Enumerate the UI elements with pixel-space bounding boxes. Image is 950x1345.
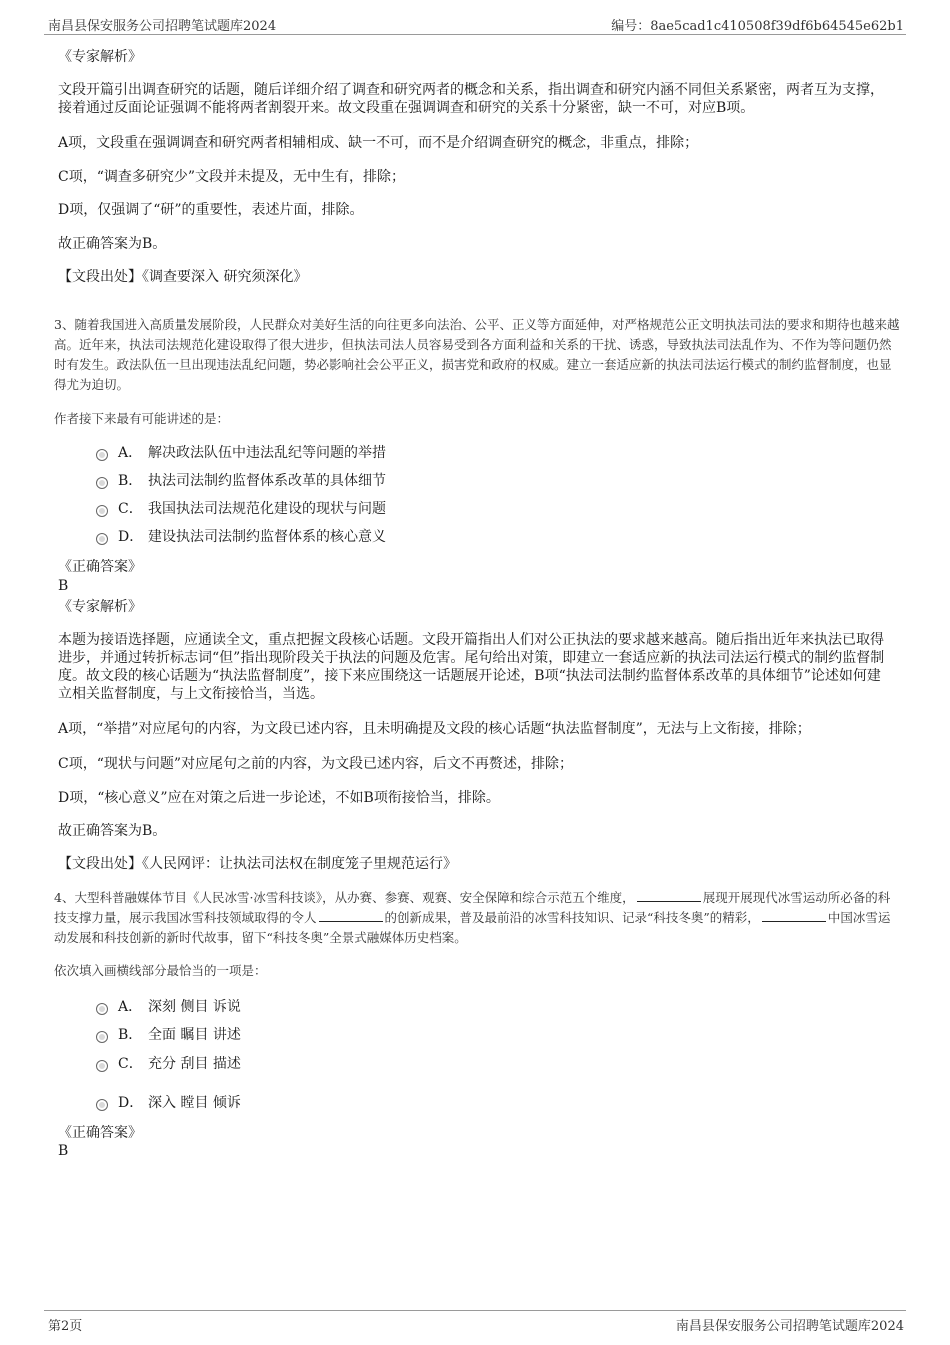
radio-button[interactable] — [96, 1060, 108, 1072]
radio-button[interactable] — [96, 477, 108, 489]
page-footer — [44, 1310, 906, 1333]
q2-option-a-note: A项，文段重在强调调查和研究两者相辅相成、缺一不可，而不是介绍调查研究的概念，非重点，排除； — [58, 135, 699, 151]
q4-question: 依次填入画横线部分最恰当的一项是： — [54, 963, 267, 978]
radio-button[interactable] — [96, 1003, 108, 1015]
fill-blank-1 — [637, 889, 701, 902]
radio-button[interactable] — [96, 449, 108, 461]
fill-blank-2 — [319, 909, 383, 922]
q3-answer: B — [58, 578, 69, 594]
q2-option-c-note: C项，“调查多研究少”文段并未提及，无中生有，排除； — [58, 169, 406, 185]
q2-option-d-note: D项，仅强调了“研”的重要性，表述片面，排除。 — [58, 202, 364, 218]
q2-source: 【文段出处】《调查要深入 研究须深化》 — [58, 269, 308, 285]
radio-button[interactable] — [96, 533, 108, 545]
q2-conclusion: 故正确答案为B。 — [58, 236, 167, 252]
q3-analysis: 本题为接语选择题，应通读全文，重点把握文段核心话题。文段开篇指出人们对公正执法的要求越来越高。随后指出近年来执法已取得进步，并通过转折标志词“但”指出现阶段关于执法的问题及危害。尾句给出对策，即建立一套适应新的执法司法运行模式的制约监督制度。故文段的核心话题为“执法监督制度”，接下来应围绕这一话题展开论述，B项“执法司法制约监督体系改革的具体细节”论述如何建立相关监督制度，与上文衔接恰当，当选。 — [58, 632, 885, 702]
footer-title: 南昌县保安服务公司招聘笔试题库2024 — [675, 1319, 904, 1334]
q4-answer: B — [58, 1143, 69, 1159]
header-title: 南昌县保安服务公司招聘笔试题库2024 — [48, 19, 277, 34]
radio-button[interactable] — [96, 1031, 108, 1043]
q3-question: 作者接下来最有可能讲述的是： — [54, 411, 230, 426]
fill-blank-3 — [762, 909, 826, 922]
radio-button[interactable] — [96, 1099, 108, 1111]
q3-source: 【文段出处】《人民网评：让执法司法权在制度笼子里规范运行》 — [58, 856, 457, 872]
q3-conclusion: 故正确答案为B。 — [58, 823, 167, 839]
q3-stem: 3、随着我国进入高质量发展阶段，人民群众对美好生活的向往更多向法治、公平、正义等方面延伸，对严格规范公正文明执法司法的要求和期待也越来越高。近年来，执法司法规范化建设取得了很大进步，但执法司法人员容易受到各方面利益和关系的干扰、诱惑，导致执法司法乱作为、不作为等问题仍然时有发生。政法队伍一旦出现违法乱纪问题，势必影响社会公平正义，损害党和政府的权威。建立一套适应新的执法司法运行模式的制约监督制度，也显得尤为迫切。 — [54, 317, 900, 392]
radio-button[interactable] — [96, 505, 108, 517]
q3-answer-label: 《正确答案》 — [58, 559, 142, 575]
q3-option-a-note: A项，“举措”对应尾句的内容，为文段已述内容，且未明确提及文段的核心话题“执法监督制度”，无法与上文衔接，排除； — [58, 721, 811, 737]
page-header — [44, 14, 906, 35]
q3-option-d-note: D项，“核心意义”应在对策之后进一步论述，不如B项衔接恰当，排除。 — [58, 790, 500, 806]
q4-answer-label: 《正确答案》 — [58, 1125, 142, 1141]
page-number: 第2页 — [48, 1319, 83, 1334]
q2-expert-label: 《专家解析》 — [58, 49, 142, 65]
q4-stem: 4、大型科普融媒体节目《人民冰雪·冰雪科技谈》，从办赛、参赛、观赛、安全保障和综合示范五个维度， 展现开展现代冰雪运动所必备的科技支撑力量，展示我国冰雪科技领域取得的令人 的创新成果，普及最前沿的冰雪科技知识、记录“科技冬奥”的精彩， 中国冰雪运动发展和科技创新的新时代故事，留下“科技冬奥”全景式融媒体历史档案。 — [54, 890, 891, 945]
q3-option-c-note: C项，“现状与问题”对应尾句之前的内容，为文段已述内容，后文不再赘述，排除； — [58, 756, 574, 772]
header-serial-number: 编号：8ae5cad1c410508f39df6b64545e62b1 — [611, 19, 904, 34]
q3-expert-label: 《专家解析》 — [58, 599, 142, 615]
q2-analysis: 文段开篇引出调查研究的话题，随后详细介绍了调查和研究两者的概念和关系，指出调查和研究内涵不同但关系紧密，两者互为支撑，接着通过反面论证强调不能将两者割裂开来。故文段重在强调调查和研究的关系十分紧密，缺一不可，对应B项。 — [58, 82, 884, 116]
